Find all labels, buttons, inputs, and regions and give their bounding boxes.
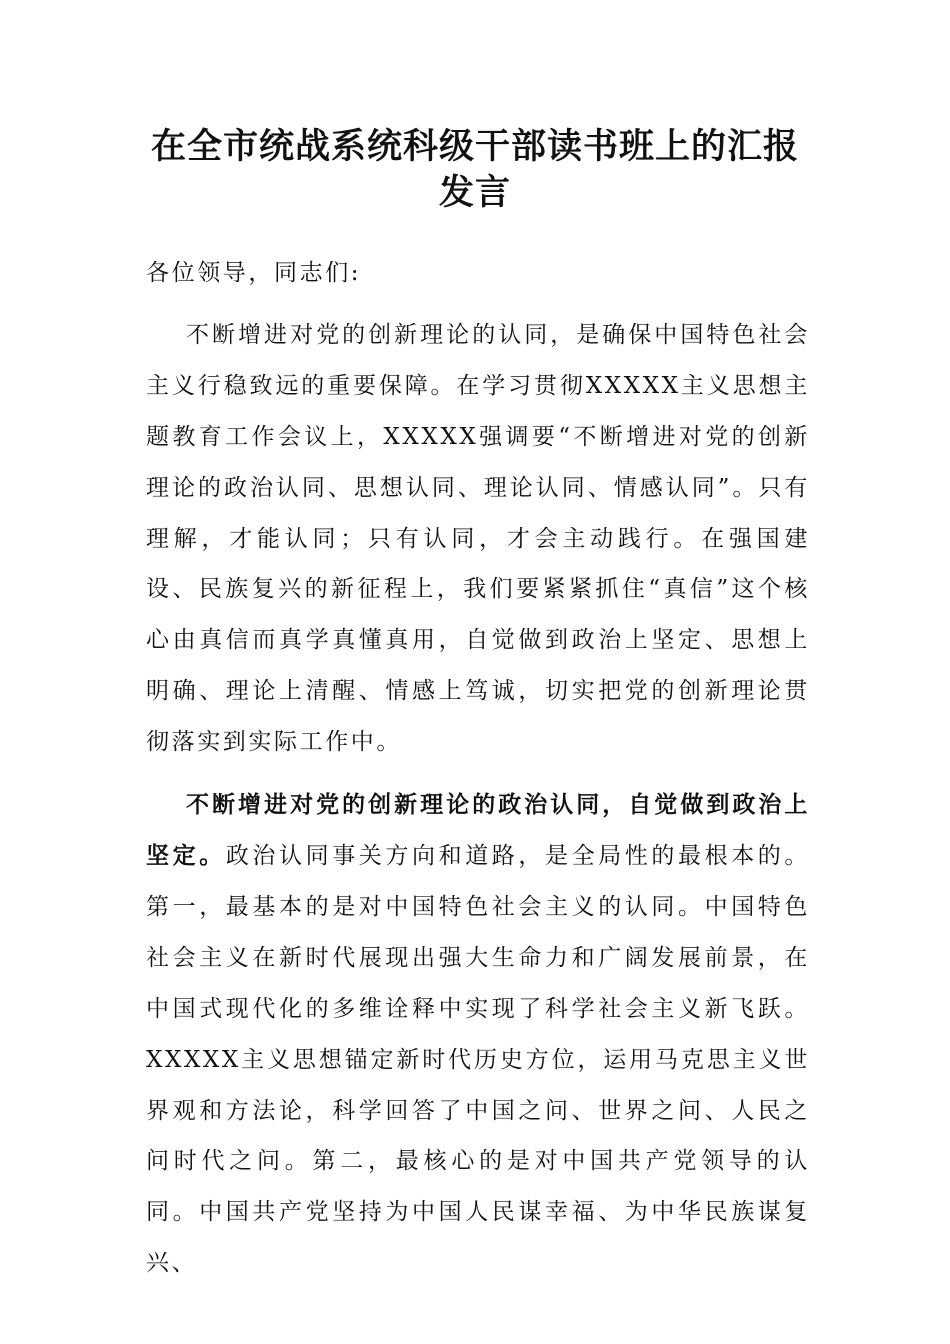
paragraph-2-body: 政治认同事关方向和道路，是全局性的最根本的。第一，最基本的是对中国特色社会主义的认同。中国特色社会主义在新时代展现出强大生命力和广阔发展前景，在中国式现代化的多维诠释中实现了科学社会主义新飞跃。XXXXX主义思想锚定新时代历史方位，运用马克思主义世界观和方法论，科学回答了中国之问、世界之问、人民之问时代之问。第二，最核心的是对中国共产党领导的认同。中国共产党坚持为中国人民谋幸福、为中华民族谋复兴、	[146, 842, 810, 1277]
document-body	[146, 248, 810, 1289]
paragraph-2	[146, 780, 810, 1289]
document-title	[140, 124, 810, 216]
paragraph-2-lead: 不断增进对党的创新理论的政治认同，自觉做到政治上坚定。	[146, 791, 810, 869]
title-line-1: 在全市统战系统科级干部读书班上的汇报	[150, 126, 799, 167]
salutation: 各位领导，同志们:	[146, 260, 362, 286]
paragraph-1: 不断增进对党的创新理论的认同，是确保中国特色社会主义行稳致远的重要保障。在学习贯彻XXXXX主义思想主题教育工作会议上，XXXXX强调要“不断增进对党的创新理论的政治认同、思想认同、理论认同、情感认同”。只有理解，才能认同；只有认同，才会主动践行。在强国建设、民族复兴的新征程上，我们要紧紧抓住“真信”这个核心由真信而真学真懂真用，自觉做到政治上坚定、思想上明确、理论上清醒、情感上笃诚，切实把党的创新理论贯彻落实到实际工作中。	[146, 321, 811, 756]
title-line-2: 发言	[438, 172, 511, 213]
